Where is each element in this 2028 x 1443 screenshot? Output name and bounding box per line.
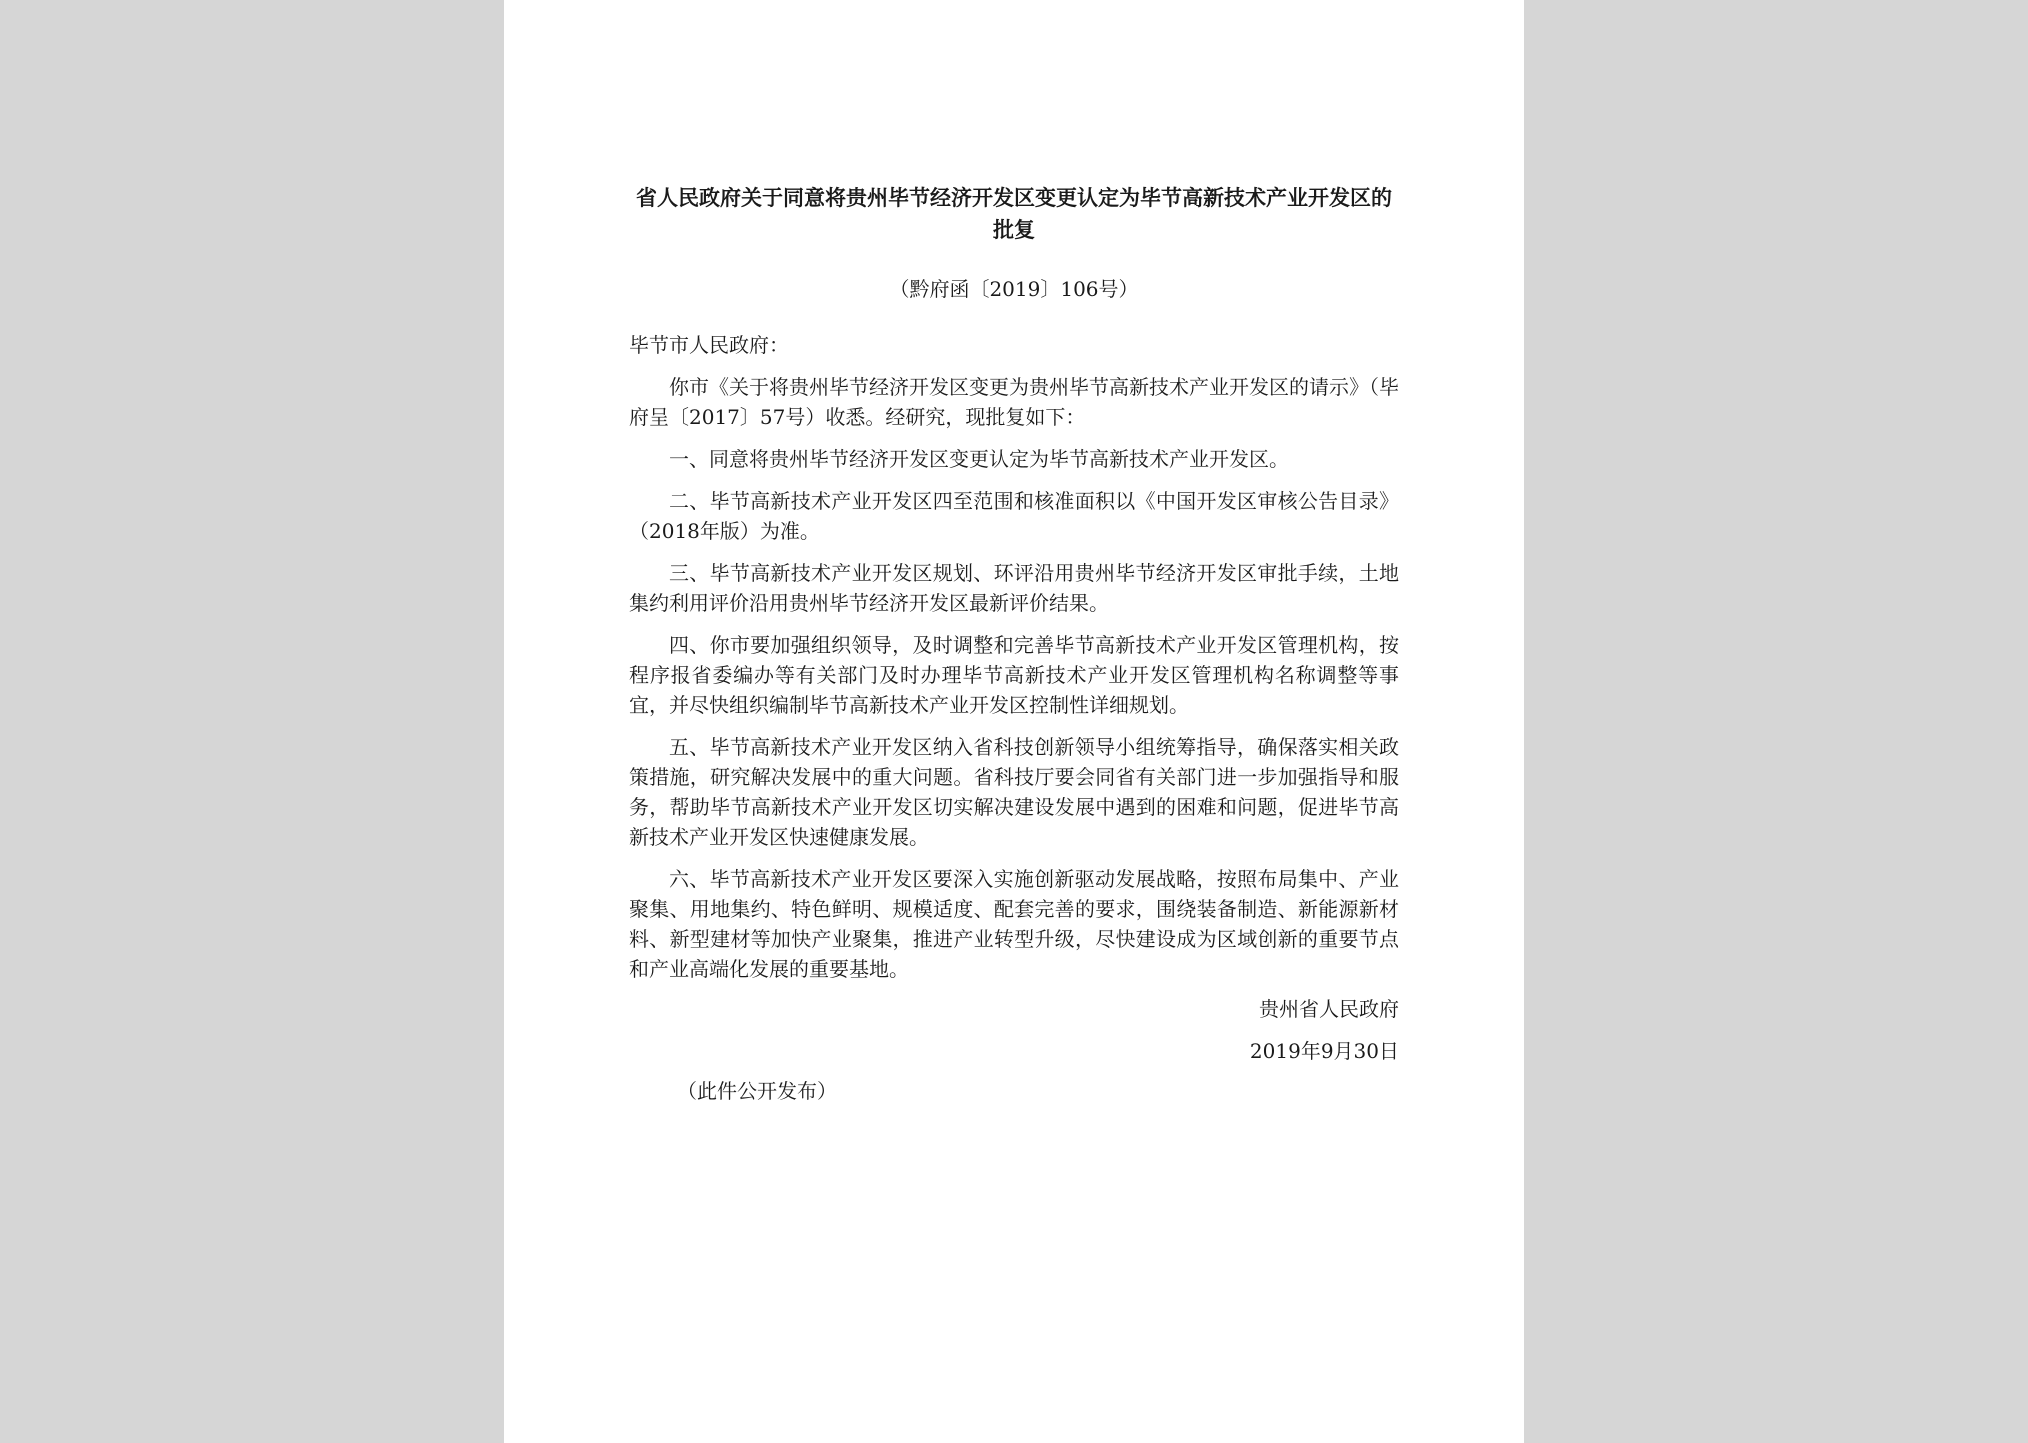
document-page	[504, 0, 1524, 1443]
paragraph-item-2: 二、毕节高新技术产业开发区四至范围和核准面积以《中国开发区审核公告目录》（2018年版）为准。	[629, 489, 1399, 543]
signature-date: 2019年9月30日	[1249, 1039, 1399, 1063]
paragraph-item-4: 四、你市要加强组织领导，及时调整和完善毕节高新技术产业开发区管理机构，按程序报省委编办等有关部门及时办理毕节高新技术产业开发区管理机构名称调整等事宜，并尽快组织编制毕节高新技术产业开发区控制性详细规划。	[629, 633, 1399, 717]
paragraph-item-1: 一、同意将贵州毕节经济开发区变更认定为毕节高新技术产业开发区。	[669, 447, 1289, 471]
document-title: 省人民政府关于同意将贵州毕节经济开发区变更认定为毕节高新技术产业开发区的批复	[636, 186, 1392, 242]
signature-organization: 贵州省人民政府	[1259, 997, 1399, 1021]
paragraph-item-3: 三、毕节高新技术产业开发区规划、环评沿用贵州毕节经济开发区审批手续，土地集约利用评价沿用贵州毕节经济开发区最新评价结果。	[629, 561, 1399, 615]
document-number: （黔府函〔2019〕106号）	[889, 277, 1139, 301]
paragraph-intro: 你市《关于将贵州毕节经济开发区变更为贵州毕节高新技术产业开发区的请示》（毕府呈〔2017〕57号）收悉。经研究，现批复如下：	[629, 375, 1399, 429]
paragraph-item-6: 六、毕节高新技术产业开发区要深入实施创新驱动发展战略，按照布局集中、产业聚集、用地集约、特色鲜明、规模适度、配套完善的要求，围绕装备制造、新能源新材料、新型建材等加快产业聚集，推进产业转型升级，尽快建设成为区域创新的重要节点和产业高端化发展的重要基地。	[629, 867, 1399, 981]
paragraph-item-5: 五、毕节高新技术产业开发区纳入省科技创新领导小组统筹指导，确保落实相关政策措施，研究解决发展中的重大问题。省科技厅要会同省有关部门进一步加强指导和服务，帮助毕节高新技术产业开发区切实解决建设发展中遇到的困难和问题，促进毕节高新技术产业开发区快速健康发展。	[629, 735, 1399, 849]
addressee: 毕节市人民政府：	[629, 333, 789, 357]
release-note: （此件公开发布）	[677, 1079, 837, 1103]
